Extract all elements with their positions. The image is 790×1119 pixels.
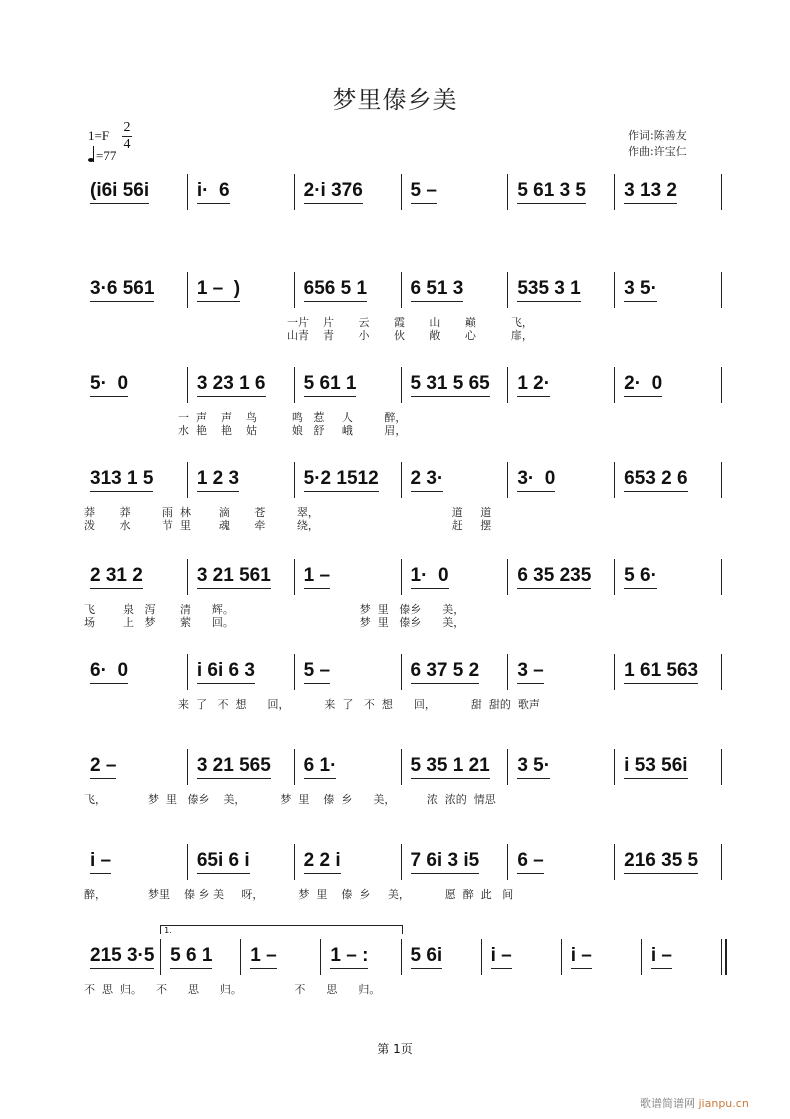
barline bbox=[320, 939, 321, 975]
lyric-line: 飞 泉 泻 清 辉。 梦 里 傣乡 美， bbox=[84, 603, 465, 616]
measure: 5 6i bbox=[411, 945, 443, 969]
key-signature: 1=F bbox=[88, 128, 110, 143]
measure: 3 – bbox=[517, 660, 543, 684]
measure: 3 21 561 bbox=[197, 565, 271, 589]
barline bbox=[187, 174, 188, 210]
measure: 653 2 6 bbox=[624, 468, 687, 492]
measure: 5 6· bbox=[624, 565, 657, 589]
measure: 6 1· bbox=[304, 755, 337, 779]
measure: 6 37 5 2 bbox=[411, 660, 480, 684]
measure: 3 13 2 bbox=[624, 180, 677, 204]
barline bbox=[614, 462, 615, 498]
watermark-en: jianpu.cn bbox=[698, 1097, 749, 1110]
measure: 6 51 3 bbox=[411, 278, 464, 302]
measure: 1 2· bbox=[517, 373, 550, 397]
barline bbox=[187, 367, 188, 403]
measure: 5 61 3 5 bbox=[517, 180, 586, 204]
watermark bbox=[640, 1095, 749, 1111]
measure: 5· 0 bbox=[90, 373, 128, 397]
barline bbox=[187, 749, 188, 785]
barline bbox=[294, 462, 295, 498]
measure: 3 21 565 bbox=[197, 755, 271, 779]
watermark-cn: 歌谱简谱网 bbox=[640, 1097, 695, 1110]
barline bbox=[507, 462, 508, 498]
measure: i – bbox=[571, 945, 592, 969]
barline bbox=[187, 844, 188, 880]
barline bbox=[614, 844, 615, 880]
barline bbox=[294, 272, 295, 308]
barline bbox=[721, 749, 722, 785]
lyric-line: 醉， 梦里 傣 乡 美 呀， 梦 里 傣 乡 美， 愿 醉 此 间 bbox=[84, 888, 514, 901]
lyric-line: 泼 水 节 里 魂 牵 绕， 赶 摆 bbox=[84, 519, 492, 532]
barline bbox=[401, 939, 402, 975]
barline bbox=[401, 844, 402, 880]
lyric-line: 场 上 梦 萦 回。 梦 里 傣乡 美， bbox=[84, 616, 465, 629]
measure: 3 5· bbox=[517, 755, 550, 779]
barline bbox=[294, 844, 295, 880]
barline bbox=[240, 939, 241, 975]
barline bbox=[401, 654, 402, 690]
time-signature-top: 2 bbox=[123, 120, 131, 135]
lyric-line: 水 艳 艳 姑 娘 舒 峨 眉， bbox=[178, 424, 407, 437]
measure: 1 – bbox=[250, 945, 276, 969]
barline bbox=[507, 559, 508, 595]
barline bbox=[614, 654, 615, 690]
barline bbox=[614, 272, 615, 308]
lyric-line: 来 了 不 想 回， 来 了 不 想 回， 甜 甜的 歌声 bbox=[178, 698, 540, 711]
barline bbox=[721, 939, 727, 975]
measure: 215 3·5 bbox=[90, 945, 154, 969]
barline bbox=[507, 272, 508, 308]
barline bbox=[614, 367, 615, 403]
barline bbox=[401, 559, 402, 595]
volta-bracket bbox=[160, 925, 402, 934]
barline bbox=[614, 559, 615, 595]
barline bbox=[561, 939, 562, 975]
barline bbox=[721, 559, 722, 595]
measure: 5 35 1 21 bbox=[411, 755, 490, 779]
time-signature-bottom: 4 bbox=[123, 137, 131, 152]
lyricist: 作词:陈善友 bbox=[628, 129, 687, 142]
measure: 3 5· bbox=[624, 278, 657, 302]
measure: (i6i 56i bbox=[90, 180, 149, 204]
measure: 2 – bbox=[90, 755, 116, 779]
measure: 6 – bbox=[517, 850, 543, 874]
measure: i· 6 bbox=[197, 180, 230, 204]
barline bbox=[401, 174, 402, 210]
measure: 1 – : bbox=[330, 945, 368, 969]
measure: 5 – bbox=[411, 180, 437, 204]
measure: 6· 0 bbox=[90, 660, 128, 684]
measure: i 53 56i bbox=[624, 755, 687, 779]
barline bbox=[507, 367, 508, 403]
measure: i – bbox=[651, 945, 672, 969]
barline bbox=[401, 462, 402, 498]
measure: 1 – ) bbox=[197, 278, 240, 302]
measure: 535 3 1 bbox=[517, 278, 580, 302]
measure: 3 23 1 6 bbox=[197, 373, 266, 397]
lyric-line: 飞， 梦 里 傣乡 美， 梦 里 傣 乡 美， 浓 浓的 情思 bbox=[84, 793, 496, 806]
measure: i 6i 6 3 bbox=[197, 660, 255, 684]
barline bbox=[187, 654, 188, 690]
measure: 1 – bbox=[304, 565, 330, 589]
volta-label: 1. bbox=[164, 926, 172, 935]
measure: 313 1 5 bbox=[90, 468, 153, 492]
barline bbox=[721, 844, 722, 880]
measure: 5 6 1 bbox=[170, 945, 212, 969]
measure: 3· 0 bbox=[517, 468, 555, 492]
barline bbox=[641, 939, 642, 975]
measure: 656 5 1 bbox=[304, 278, 367, 302]
measure: 3·6 561 bbox=[90, 278, 154, 302]
barline bbox=[401, 272, 402, 308]
measure: 2 2 i bbox=[304, 850, 341, 874]
measure: i – bbox=[491, 945, 512, 969]
barline bbox=[187, 272, 188, 308]
measure: 2·i 376 bbox=[304, 180, 363, 204]
quarter-note-icon bbox=[88, 158, 94, 162]
barline bbox=[401, 367, 402, 403]
barline bbox=[481, 939, 482, 975]
measure: 5 31 5 65 bbox=[411, 373, 490, 397]
barline bbox=[507, 749, 508, 785]
barline bbox=[294, 749, 295, 785]
measure: 6 35 235 bbox=[517, 565, 591, 589]
barline bbox=[507, 174, 508, 210]
measure: 1 2 3 bbox=[197, 468, 239, 492]
barline bbox=[294, 174, 295, 210]
measure: 7 6i 3 i5 bbox=[411, 850, 480, 874]
barline bbox=[187, 462, 188, 498]
barline bbox=[401, 749, 402, 785]
measure: 5 – bbox=[304, 660, 330, 684]
barline bbox=[507, 654, 508, 690]
page-number: 第 1页 bbox=[377, 1042, 413, 1056]
barline bbox=[160, 939, 161, 975]
barline bbox=[294, 654, 295, 690]
composer: 作曲:许宝仁 bbox=[628, 145, 687, 158]
lyric-line: 莽 莽 雨 林 滴 苍 翠， 道 道 bbox=[84, 506, 492, 519]
time-signature bbox=[122, 120, 132, 153]
song-title: 梦里傣乡美 bbox=[332, 86, 458, 114]
barline bbox=[614, 174, 615, 210]
lyric-line: 一片 片 云 霞 山 巅 飞， bbox=[287, 316, 533, 329]
measure: 1· 0 bbox=[411, 565, 449, 589]
tempo-value: =77 bbox=[96, 148, 117, 163]
barline bbox=[614, 749, 615, 785]
measure: 5 61 1 bbox=[304, 373, 357, 397]
lyric-line: 一 声 声 鸟 鸣 惹 人 醉， bbox=[178, 411, 407, 424]
measure: 2· 0 bbox=[624, 373, 662, 397]
barline bbox=[721, 367, 722, 403]
lyric-line: 山青 青 小 伙 敞 心 扉， bbox=[287, 329, 533, 342]
measure: i – bbox=[90, 850, 111, 874]
measure: 2 31 2 bbox=[90, 565, 143, 589]
barline bbox=[187, 559, 188, 595]
lyric-line: 不 思 归。 不 思 归。 不 思 归。 bbox=[84, 983, 381, 996]
barline bbox=[507, 844, 508, 880]
barline bbox=[294, 559, 295, 595]
measure: 2 3· bbox=[411, 468, 444, 492]
barline bbox=[721, 654, 722, 690]
measure: 5·2 1512 bbox=[304, 468, 379, 492]
barline bbox=[721, 462, 722, 498]
credits bbox=[628, 128, 687, 160]
barline bbox=[294, 367, 295, 403]
barline bbox=[721, 272, 722, 308]
measure: 1 61 563 bbox=[624, 660, 698, 684]
measure: 216 35 5 bbox=[624, 850, 698, 874]
barline bbox=[721, 174, 722, 210]
tempo-marking bbox=[88, 148, 116, 164]
measure: 65i 6 i bbox=[197, 850, 250, 874]
